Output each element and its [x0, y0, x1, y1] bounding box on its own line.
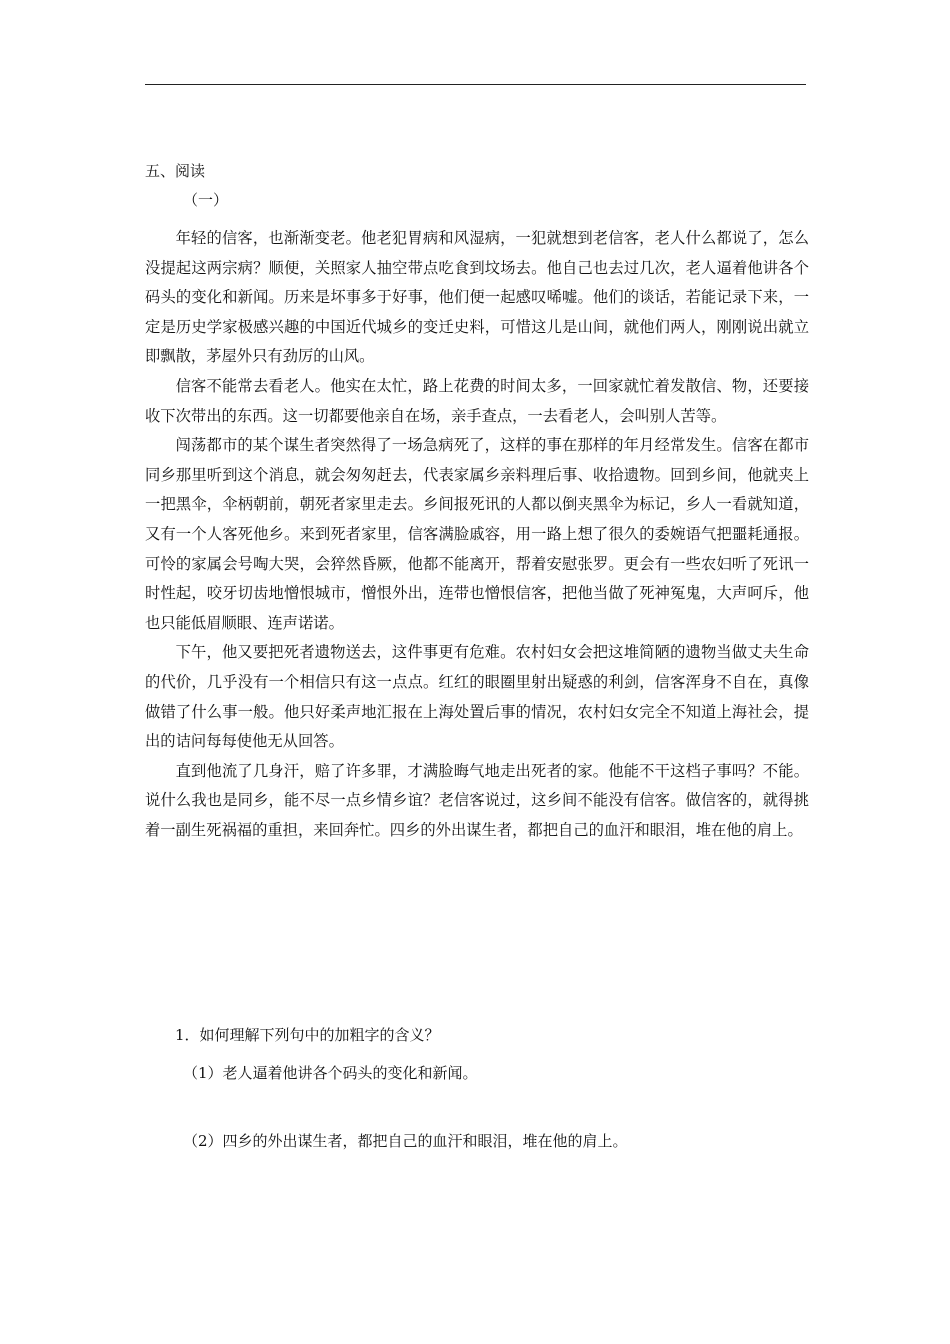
passage-paragraph: 闯荡都市的某个谋生者突然得了一场急病死了，这样的事在那样的年月经常发生。信客在都市同乡那里听到这个消息，就会匆匆赶去，代表家属乡亲料理后事、收拾遗物。回到乡间，他就夹上一把黑伞，伞柄朝前，朝死者家里走去。乡间报死讯的人都以倒夹黑伞为标记，乡人一看就知道，又有一个人客死他乡。来到死者家里，信客满脸戚容，用一路上想了很久的委婉语气把噩耗通报。可怜的家属会号啕大哭，会猝然昏厥，他都不能离开，帮着安慰张罗。更会有一些农妇听了死讯一时性起，咬牙切齿地憎恨城市，憎恨外出，连带也憎恨信客，把他当做了死神冤鬼，大声呵斥，他也只能低眉顺眼、连声诺诺。 — [145, 436, 809, 632]
header-rule — [145, 84, 806, 85]
question-1-item-1: （1）老人逼着他讲各个码头的变化和新闻。 — [183, 1064, 478, 1082]
passage-paragraph: 下午，他又要把死者遗物送去，这件事更有危难。农村妇女会把这堆简陋的遗物当做丈夫生命的代价，几乎没有一个相信只有这一点点。红红的眼圈里射出疑惑的利剑，信客浑身不自在，真像做错了什么事一般。他只好柔声地汇报在上海处置后事的情况，农村妇女完全不知道上海社会，提出的诘问每每使他无从回答。 — [145, 643, 809, 751]
passage-paragraph: 信客不能常去看老人。他实在太忙，路上花费的时间太多，一回家就忙着发散信、物，还要接收下次带出的东西。这一切都要他亲自在场，亲手查点，一去看老人，会叫别人苦等。 — [145, 376, 809, 425]
passage-paragraph: 年轻的信客，也渐渐变老。他老犯胃病和风湿病，一犯就想到老信客，老人什么都说了，怎么没提起这两宗病？顺便，关照家人抽空带点吃食到坟场去。他自己也去过几次，老人逼着他讲各个码头的变化和新闻。历来是坏事多于好事，他们便一起感叹唏嘘。他们的谈话，若能记录下来，一定是历史学家极感兴趣的中国近代城乡的变迁史料，可惜这儿是山间，就他们两人，刚刚说出就立即飘散，茅屋外只有劲厉的山风。 — [145, 229, 809, 366]
section-heading: 五、阅读 — [145, 162, 206, 180]
question-1: 1．如何理解下列句中的加粗字的含义？ — [175, 1026, 440, 1044]
passage-paragraph: 直到他流了几身汗，赔了许多罪，才满脸晦气地走出死者的家。他能不干这档子事吗？不能。说什么我也是同乡，能不尽一点乡情乡谊？老信客说过，这乡间不能没有信客。做信客的，就得挑着一副生死祸福的重担，来回奔忙。四乡的外出谋生者，都把自己的血汗和眼泪，堆在他的肩上。 — [145, 761, 809, 839]
reading-passage — [145, 224, 809, 845]
passage-number: （一） — [183, 191, 229, 209]
question-1-item-2: （2）四乡的外出谋生者，都把自己的血汗和眼泪，堆在他的肩上。 — [183, 1132, 628, 1150]
